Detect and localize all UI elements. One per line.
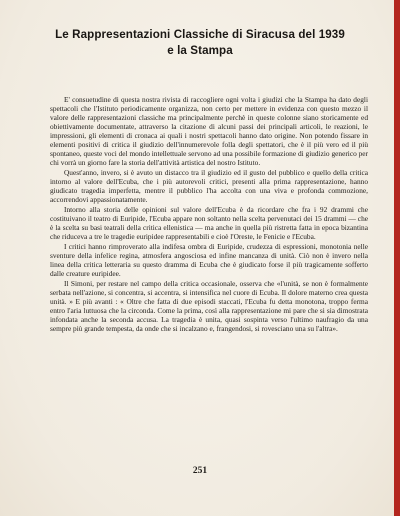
article-body: [50, 96, 368, 334]
page-number: 251: [192, 466, 208, 476]
paragraph: I critici hanno rimproverato alla indifesa ombra di Euripide, crudezza di espressioni, monotonia nelle sventure della infelice regina, atmosfera angosciosa ed infine mancanza di unità. Ciò non è invero nella linea della critica letteraria su questo dramma di Ecuba che è giudicato forse il più tragicamente sofferto dalle creature euripidee.: [50, 241, 368, 278]
page-edge-stripe: [394, 0, 400, 516]
page-title: Le Rappresentazioni Classiche di Siracusa del 1939: [55, 28, 345, 41]
paragraph: E' consuetudine di questa nostra rivista di raccogliere ogni volta i giudizi che la Stampa ha dato degli spettacoli che l'Istituto periodicamente organizza, non certo per mettere in evidenza con questo mezzo il valore delle rappresentazioni classiche ma principalmente perchè in queste colonne siano storicamente ed obiettivamente documentate, attraverso la citazione di alcuni passi dei principali articoli, le reazioni, le impressioni, gli elementi di cronaca ai quali i nostri spettacoli hanno dato origine. Non potendo fissare in elementi positivi di critica il giudizio dell'innumerevole folla degli spettatori, che è il più vero ed il più spontaneo, queste voci del mondo intellettuale servono ad una possibile formazione di giudizio generico per chi vorrà un giorno fare la storia dell'attività artistica del nostro Istituto.: [50, 95, 368, 167]
paragraph: Il Simoni, per restare nel campo della critica occasionale, osserva che «l'unità, se non è formalmente serbata nell'azione, si concentra, si accentra, si intensifica nel cuore di Ecuba. Il dolore materno crea questa unità. » E più avanti : « Oltre che fatta di due episodi staccati, l'Ecuba fu detta monotona, troppo ferma entro l'aria luttuosa che la circonda. Come la prima, così alla rappresentazione mi pare che si sia dimostrata infondata anche la seconda accusa. La tragedia è unita, quasi sospinta verso l'ultimo naufragio da una sempre più grande tempesta, da onde che si incalzano e, frangendosi, si rovesciano una su l'altra».: [50, 278, 368, 333]
paragraph: Quest'anno, invero, si è avuto un distacco tra il giudizio ed il gusto del pubblico e quello della critica intorno al valore dell'Ecuba, che i più autorevoli critici, presenti alla prima rappresentazione, hanno giudicato tragedia imperfetta, mentre il pubblico l'ha accolta con una viva e profonda commozione, accorrendovi appassionatamente.: [50, 167, 368, 204]
page-subtitle: e la Stampa: [167, 44, 233, 57]
paragraph: Intorno alla storia delle opinioni sul valore dell'Ecuba è da ricordare che fra i 92 drammi che costituivano il teatro di Euripide, l'Ecuba appare non soltanto nella scelta pervenutaci dei 15 drammi — che è la scelta su basi teatrali della critica ellenistica — ma anche in quella più ristretta fatta in epoca bizantina che riduceva a tre le tragedie euripidee rappresentabili e cioè l'Oreste, le Fenicie e l'Ecuba.: [50, 204, 368, 241]
